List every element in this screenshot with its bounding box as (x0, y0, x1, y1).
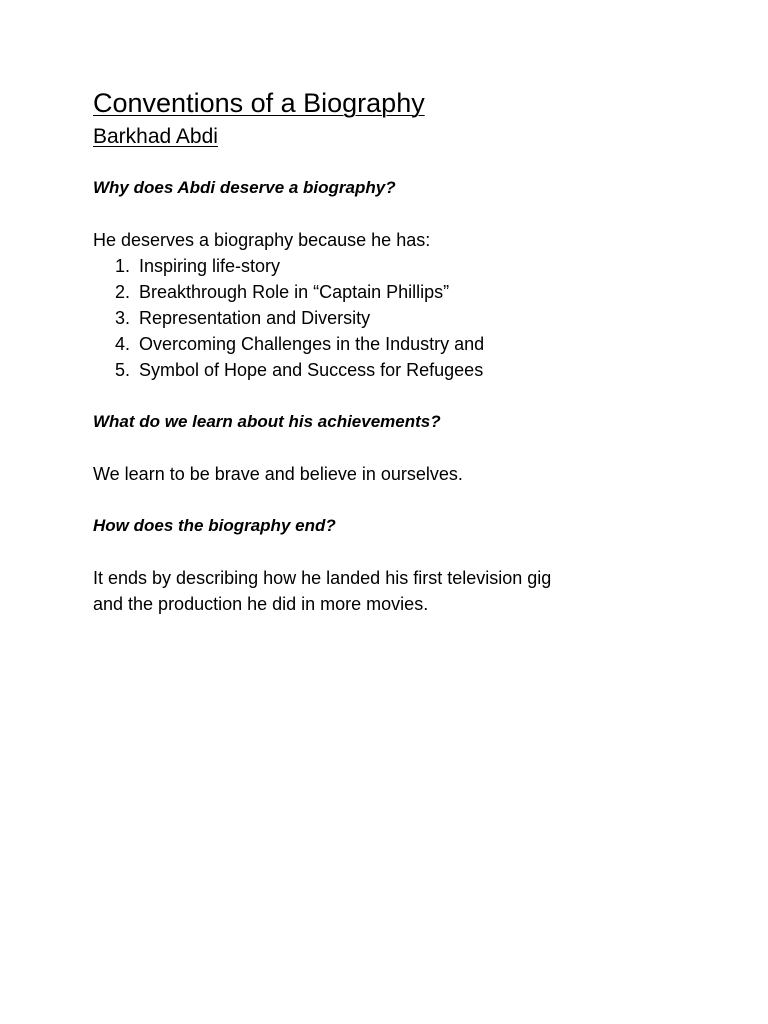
answer-3-line-2: and the production he did in more movies. (93, 594, 429, 614)
list-item-number: 4. (115, 334, 131, 354)
list-item-text: Inspiring life-story (139, 256, 281, 276)
document-page (93, 86, 713, 617)
answer-1-intro: He deserves a biography because he has: (93, 230, 431, 250)
list-item (93, 305, 713, 331)
question-1: Why does Abdi deserve a biography? (93, 178, 396, 197)
list-item-number: 1. (115, 256, 131, 276)
list-item (93, 279, 713, 305)
list-item-text: Symbol of Hope and Success for Refugees (139, 360, 484, 380)
document-title: Conventions of a Biography (93, 88, 425, 118)
list-item (93, 357, 713, 383)
answer-3-line-1: It ends by describing how he landed his first television gig (93, 568, 552, 588)
question-3: How does the biography end? (93, 516, 336, 535)
question-2: What do we learn about his achievements? (93, 412, 441, 431)
list-item-text: Overcoming Challenges in the Industry and (139, 334, 485, 354)
list-item-number: 2. (115, 282, 131, 302)
reasons-list (93, 253, 713, 383)
answer-2: We learn to be brave and believe in ourselves. (93, 464, 463, 484)
list-item-text: Breakthrough Role in “Captain Phillips” (139, 282, 450, 302)
document-subtitle: Barkhad Abdi (93, 125, 218, 148)
list-item-number: 5. (115, 360, 131, 380)
list-item (93, 331, 713, 357)
list-item-text: Representation and Diversity (139, 308, 371, 328)
list-item-number: 3. (115, 308, 131, 328)
list-item (93, 253, 713, 279)
answer-3 (93, 565, 713, 617)
